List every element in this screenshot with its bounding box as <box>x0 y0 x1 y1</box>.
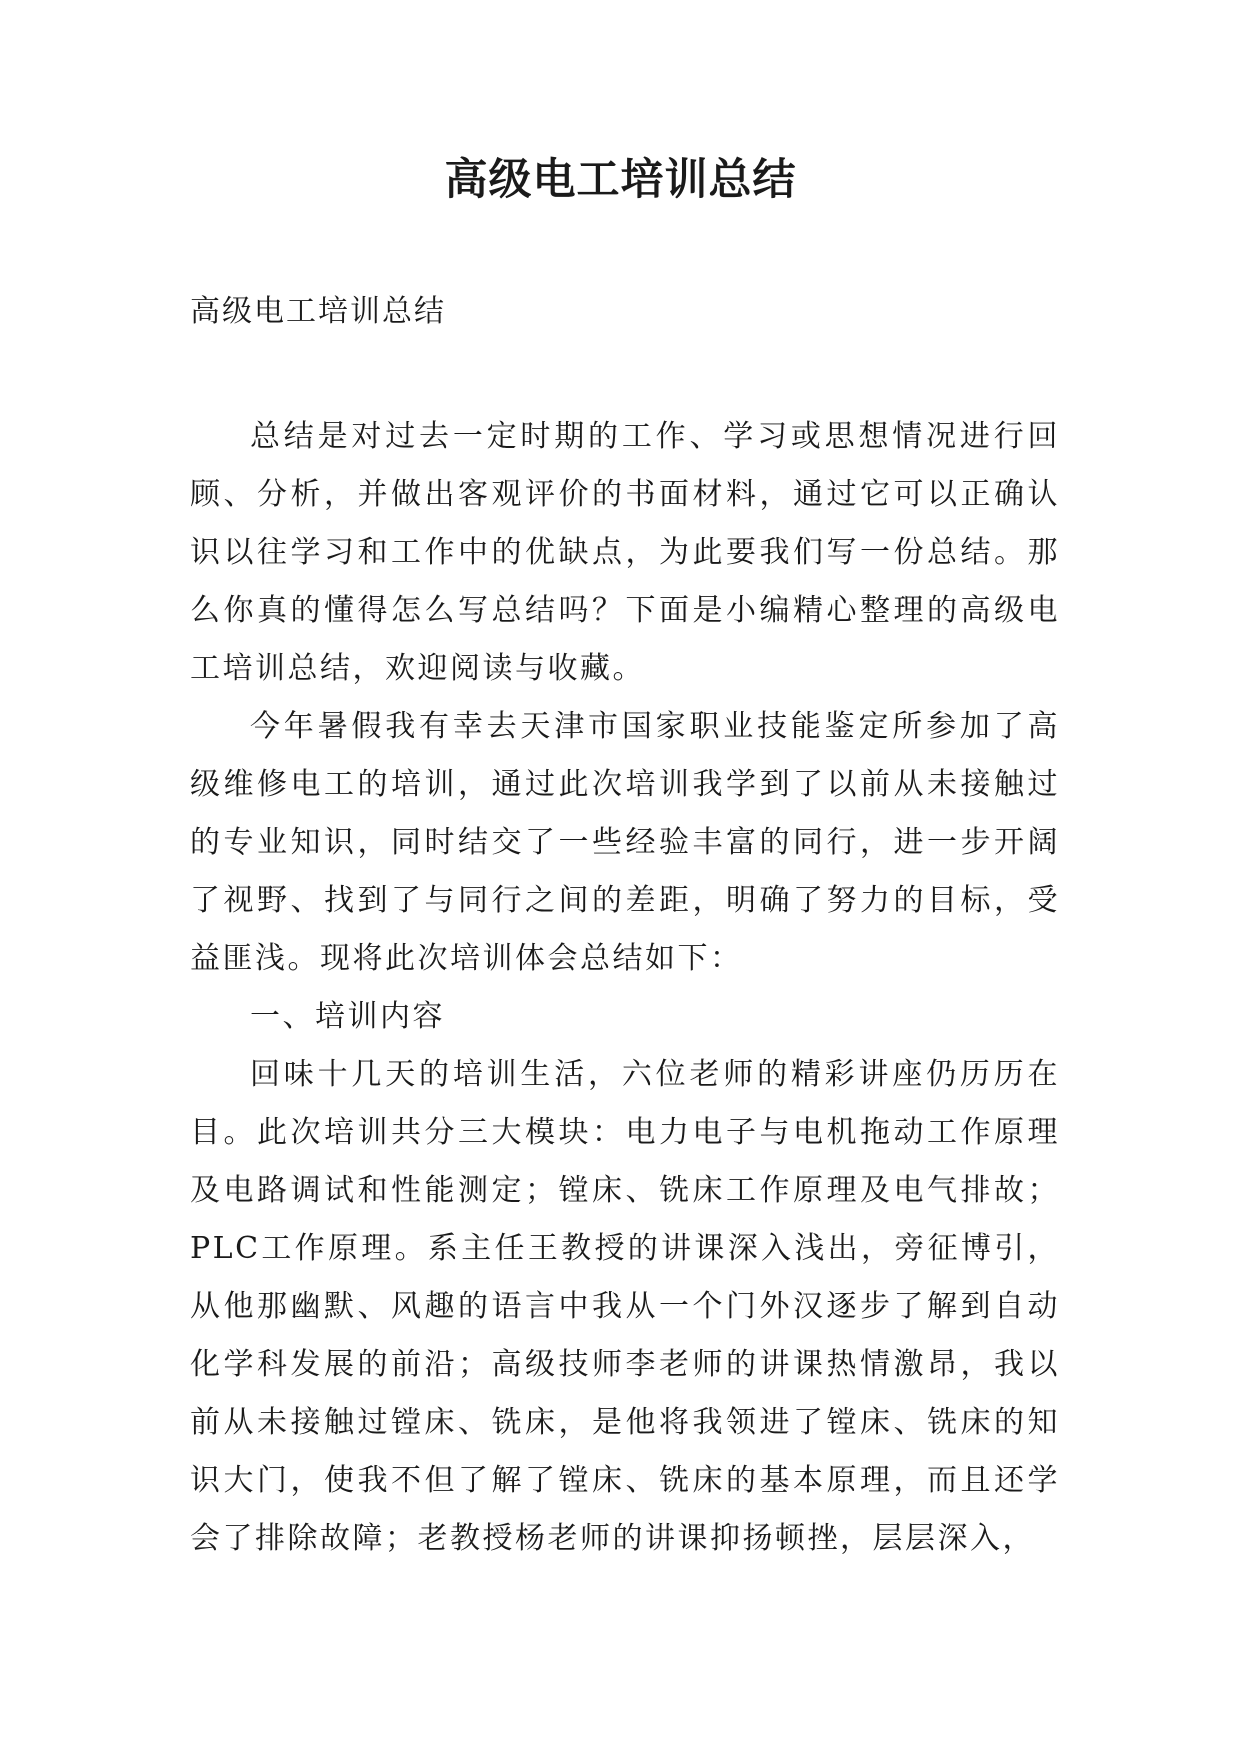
document-subtitle: 高级电工培训总结 <box>190 294 446 329</box>
paragraph-intro: 总结是对过去一定时期的工作、学习或思想情况进行回顾、分析，并做出客观评价的书面材料，通过它可以正确认识以往学习和工作中的优缺点，为此要我们写一份总结。那么你真的懂得怎么写总结吗？下面是小编精心整理的高级电工培训总结，欢迎阅读与收藏。 <box>190 419 1060 686</box>
paragraph-background: 今年暑假我有幸去天津市国家职业技能鉴定所参加了高级维修电工的培训，通过此次培训我学到了以前从未接触过的专业知识，同时结交了一些经验丰富的同行，进一步开阔了视野、找到了与同行之间的差距，明确了努力的目标，受益匪浅。现将此次培训体会总结如下： <box>190 709 1060 976</box>
section-heading-training-content: 一、培训内容 <box>250 999 445 1034</box>
document-title: 高级电工培训总结 <box>444 155 797 205</box>
paragraph-training-content: 回味十几天的培训生活，六位老师的精彩讲座仍历历在目。此次培训共分三大模块：电力电子与电机拖动工作原理及电路调试和性能测定；镗床、铣床工作原理及电气排故；PLC工作原理。系主任王教授的讲课深入浅出，旁征博引，从他那幽默、风趣的语言中我从一个门外汉逐步了解到自动化学科发展的前沿；高级技师李老师的讲课热情激昂，我以前从未接触过镗床、铣床，是他将我领进了镗床、铣床的知识大门，使我不但了解了镗床、铣床的基本原理，而且还学会了排除故障；老教授杨老师的讲课抑扬顿挫，层层深入， <box>190 1057 1060 1556</box>
document-body <box>190 408 1060 1568</box>
